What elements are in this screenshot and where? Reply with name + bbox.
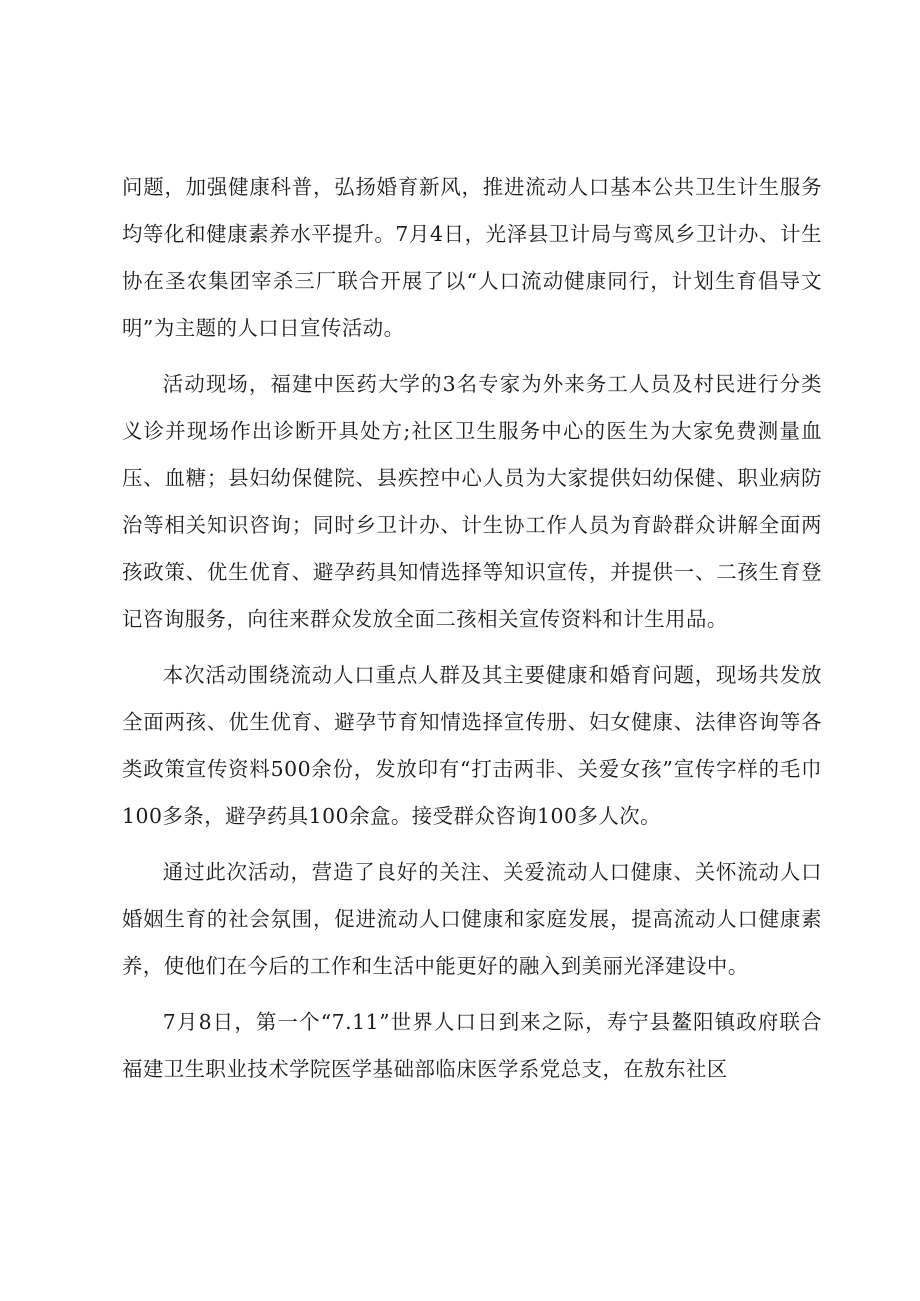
paragraph-gap [122, 990, 822, 999]
paragraph-gap [122, 840, 822, 849]
paragraph-3: 本次活动围绕流动人口重点人群及其主要健康和婚育问题，现场共发放全面两孩、优生优育、避孕节育知情选择宣传册、妇女健康、法律咨询等各类政策宣传资料500余份，发放印有“打击两非、关爱女孩”宣传字样的毛巾100多条，避孕药具100余盒。接受群众咨询100多人次。 [122, 663, 822, 828]
paragraph-gap [122, 643, 822, 652]
paragraph-1: 问题，加强健康科普，弘扬婚育新风，推进流动人口基本公共卫生计生服务均等化和健康素养水平提升。7月4日，光泽县卫计局与鸾凤乡卫计办、计生协在圣农集团宰杀三厂联合开展了以“人口流动健康同行，计划生育倡导文明”为主题的人口日宣传活动。 [122, 175, 822, 340]
document-body [122, 164, 822, 1093]
paragraph-4: 通过此次活动，营造了良好的关注、关爱流动人口健康、关怀流动人口婚姻生育的社会氛围，促进流动人口健康和家庭发展，提高流动人口健康素养，使他们在今后的工作和生活中能更好的融入到美丽光泽建设中。 [122, 860, 822, 978]
paragraph-2: 活动现场，福建中医药大学的3名专家为外来务工人员及村民进行分类义诊并现场作出诊断开具处方;社区卫生服务中心的医生为大家免费测量血压、血糖；县妇幼保健院、县疾控中心人员为大家提供妇幼保健、职业病防治等相关知识咨询；同时乡卫计办、计生协工作人员为育龄群众讲解全面两孩政策、优生优育、避孕药具知情选择等知识宣传，并提供一、二孩生育登记咨询服务，向往来群众发放全面二孩相关宣传资料和计生用品。 [122, 372, 822, 631]
paragraph-gap [122, 352, 822, 361]
paragraph-5: 7月8日，第一个“7.11”世界人口日到来之际，寿宁县鳌阳镇政府联合福建卫生职业技术学院医学基础部临床医学系党总支，在敖东社区 [122, 1010, 822, 1081]
